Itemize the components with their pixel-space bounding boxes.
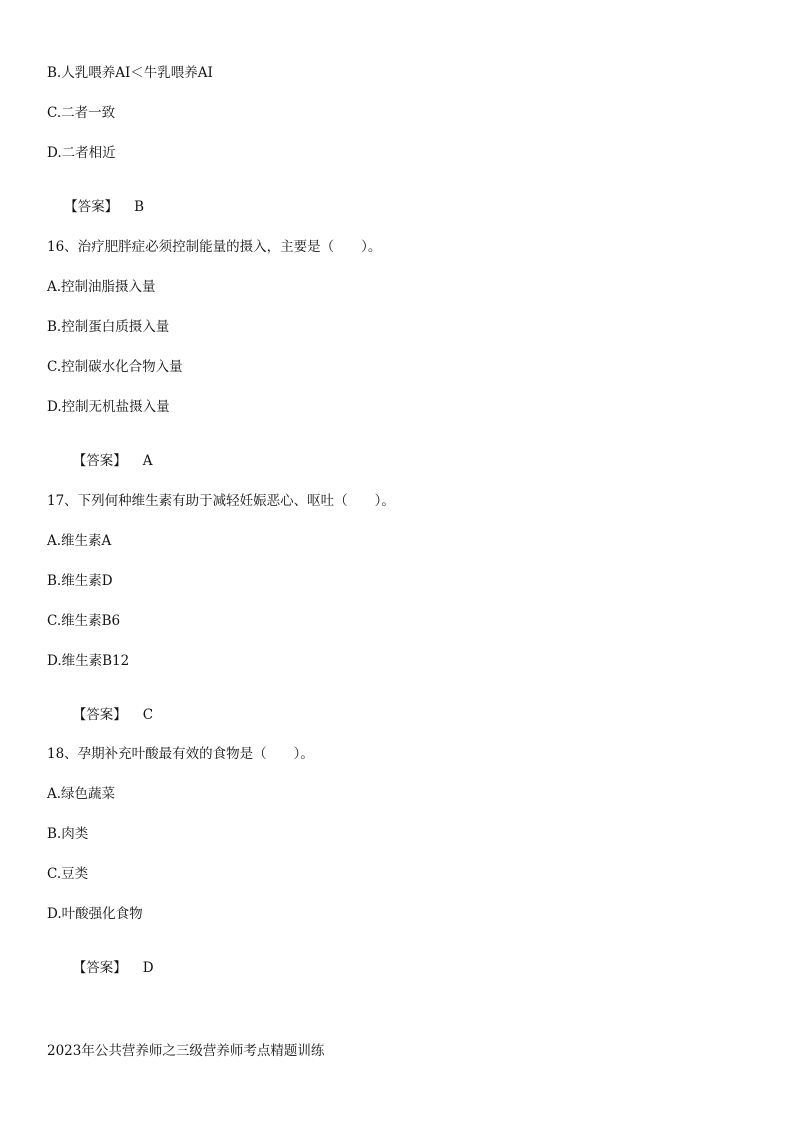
answer [47,948,154,989]
option-d: D.控制无机盐摄入量 [47,399,170,415]
option-b: B.控制蛋白质摄入量 [47,319,170,335]
prev-answer [47,187,144,228]
option-c: C.维生素B6 [47,613,121,629]
footer-title: 2023年公共营养师之三级营养师考点精题训练 [47,1043,325,1059]
question-stem: 18、孕期补充叶酸最有效的食物是（ ）。 [47,746,314,762]
prev-option-c: C.二者一致 [47,105,116,121]
option-d: D.维生素B12 [47,653,130,669]
prev-option-d: D.二者相近 [47,145,116,161]
answer-value: D [142,959,154,976]
question-stem: 16、治疗肥胖症必须控制能量的摄入，主要是（ ）。 [47,239,382,255]
option-a: A.维生素A [47,533,112,549]
answer-label: 【答案】 [64,198,119,215]
answer-label: 【答案】 [72,706,127,723]
answer-value: A [142,452,153,469]
question-stem: 17、下列何种维生素有助于减轻妊娠恶心、呕吐（ ）。 [47,493,395,509]
option-a: A.控制油脂摄入量 [47,279,156,295]
answer [47,441,153,482]
answer-value: C [142,706,154,723]
option-a: A.绿色蔬菜 [47,786,116,802]
option-c: C.豆类 [47,866,89,882]
prev-option-b: B.人乳喂养AI＜牛乳喂养AI [47,65,213,81]
answer-label: 【答案】 [72,959,127,976]
option-b: B.维生素D [47,573,113,589]
answer-value: B [134,198,145,215]
answer [47,695,153,736]
option-c: C.控制碳水化合物入量 [47,359,183,375]
answer-label: 【答案】 [72,452,127,469]
option-b: B.肉类 [47,826,89,842]
option-d: D.叶酸强化食物 [47,906,143,922]
